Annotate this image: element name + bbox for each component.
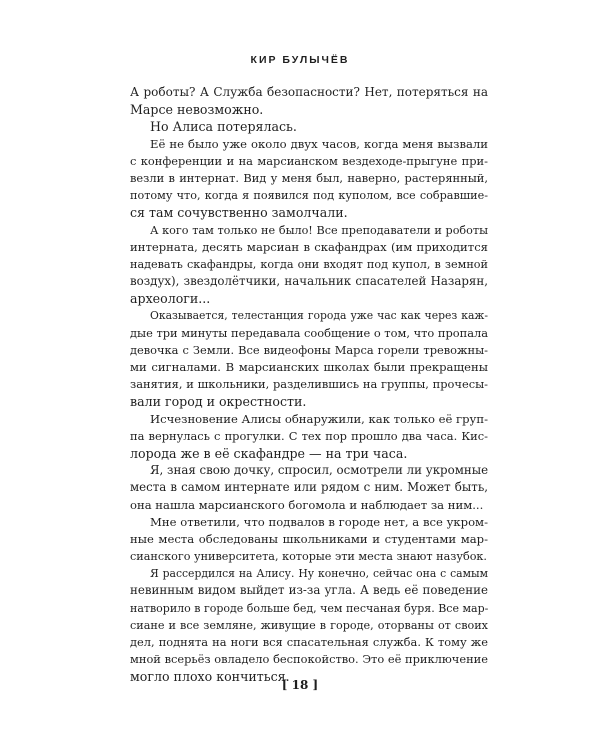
text-line: ные места обследованы школьниками и студентами мар- <box>130 531 488 546</box>
text-line: лорода же в её скафандре — на три часа. <box>130 445 408 461</box>
text-line: Марсе невозможно. <box>130 102 264 118</box>
text-line: А кого там только не было! Все преподаватели и роботы <box>150 223 488 237</box>
text-line: сианского университета, которые эти места знают назубок. <box>130 550 487 564</box>
text-line: па вернулась с прогулки. С тех пор прошло два часа. Кис- <box>130 428 488 443</box>
text-line: Мне ответили, что подвалов в городе нет, а все укром- <box>150 514 488 529</box>
text-line: потому что, когда я появился под куполом, все собравшие- <box>130 189 488 203</box>
text-line: она нашла марсианского богомола и наблюдает за ним... <box>130 497 484 512</box>
text-line: археологи... <box>130 291 211 307</box>
text-line: вали город и окрестности. <box>130 394 307 410</box>
text-line: дые три минуты передавала сообщение о том, что пропала <box>130 325 489 340</box>
text-line: сиане и все земляне, живущие в городе, оторваны от своих <box>130 618 488 632</box>
text-line: могло плохо кончиться. <box>130 669 290 685</box>
text-line: дел, поднята на ноги вся спасательная служба. К тому же <box>130 635 488 649</box>
text-line: А роботы? А Служба безопасности? Нет, потеряться на <box>130 85 488 99</box>
text-line: натворило в городе больше бед, чем песчаная буря. Все мар- <box>130 601 489 615</box>
text-line: Её не было уже около двух часов, когда меня вызвали <box>150 136 488 151</box>
text-line: Исчезновение Алисы обнаружили, как только её груп- <box>150 411 488 426</box>
text-line: Я рассердился на Алису. Ну конечно, сейчас она с самым <box>150 567 488 581</box>
text-line: интерната, десять марсиан в скафандрах (им приходится <box>130 239 488 254</box>
running-head: КИР БУЛЫЧЁВ <box>250 54 350 66</box>
text-line: воздух), звездолётчики, начальник спасателей Назарян, <box>130 274 488 289</box>
text-line: Но Алиса потерялась. <box>150 119 297 135</box>
text-line: надевать скафандры, когда они входят под купол, в земной <box>130 257 488 271</box>
text-line: ся там сочувственно замолчали. <box>130 205 348 221</box>
page-number: [ 18 ] <box>281 678 319 692</box>
text-line: мной всерьёз овладело беспокойство. Это её приключение <box>130 652 488 667</box>
text-line: места в самом интернате или рядом с ним. Может быть, <box>130 480 488 495</box>
text-line: везли в интернат. Вид у меня был, наверно, растерянный, <box>130 170 488 185</box>
text-line: девочка с Земли. Все видеофоны Марса горели тревожны- <box>130 342 488 357</box>
text-line: ми сигналами. В марсианских школах были прекращены <box>130 360 488 374</box>
body-text <box>130 84 488 686</box>
text-line: Оказывается, телестанция города уже час как через каж- <box>150 309 488 323</box>
text-line: Я, зная свою дочку, спросил, осмотрели ли укромные <box>150 463 489 478</box>
text-line: с конференции и на марсианском вездеходе-прыгуне при- <box>130 153 488 168</box>
text-line: занятия, и школьники, разделившись на группы, прочесы- <box>130 377 488 392</box>
text-line: невинным видом выйдет из-за угла. А ведь её поведение <box>130 583 488 598</box>
